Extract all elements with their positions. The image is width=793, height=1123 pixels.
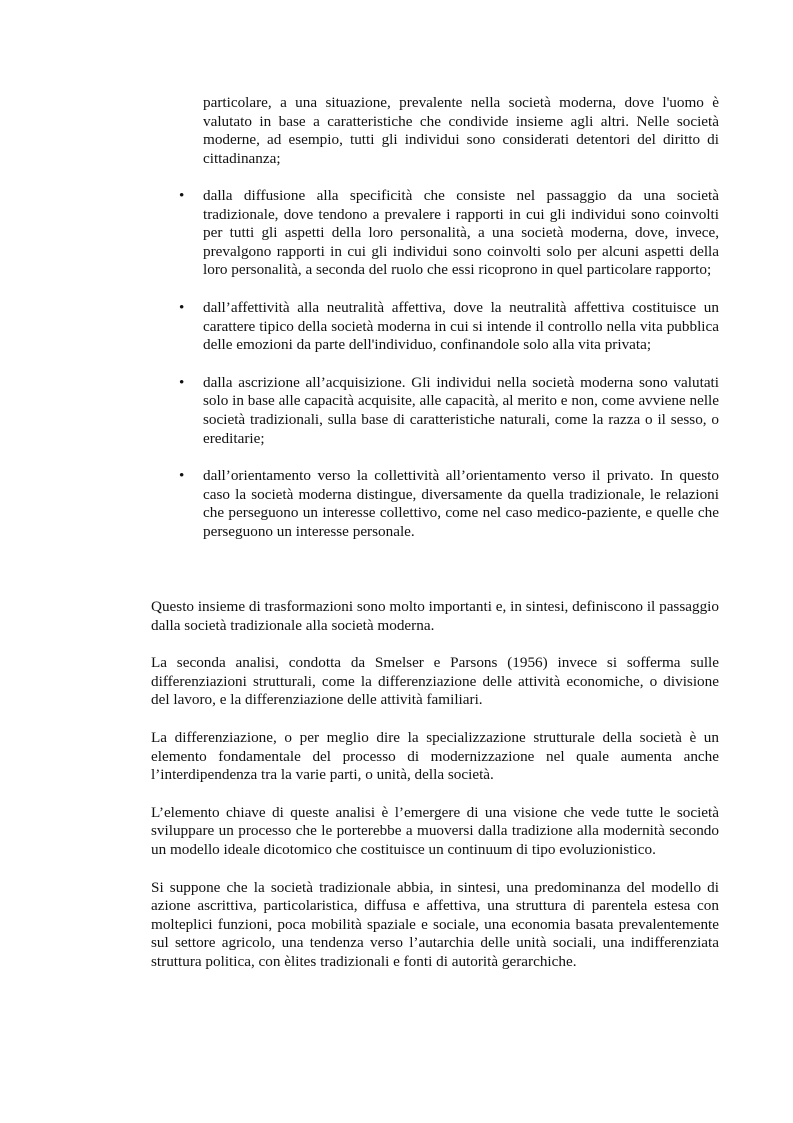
body-paragraphs — [151, 598, 719, 991]
list-item — [0, 299, 793, 355]
paragraph: L’elemento chiave di queste analisi è l’emergere di una visione che vede tutte le società sviluppare un processo che le porterebbe a muoversi dalla tradizione alla modernità secondo un modello ideale dicotomico che costituisce un continuum di tipo evoluzionistico. — [151, 803, 719, 858]
list-item-text: dalla diffusione alla specificità che consiste nel passaggio da una società tradizionale, dove tendono a prevalere i rapporti in cui gli individui sono coinvolti per tutti gli aspetti della loro personalità, a una società moderna, dove, invece, prevalgono rapporti in cui gli individui sono coinvolti solo per alcuni aspetti della loro personalità, a seconda del ruolo che essi ricoprono in quel particolare rapporto; — [203, 187, 719, 279]
continuation-paragraph: particolare, a una situazione, prevalente nella società moderna, dove l'uomo è valutato in base a caratteristiche che condivide insieme agli altri. Nelle società moderne, ad esempio, tutti gli individui sono considerati detentori del diritto di cittadinanza; — [203, 94, 719, 167]
paragraph: La differenziazione, o per meglio dire la specializzazione strutturale della società è un elemento fondamentale del processo di modernizzazione nel quale aumenta anche l’interdipendenza tra la varie parti, o unità, della società. — [151, 728, 719, 784]
paragraph: La seconda analisi, condotta da Smelser e Parsons (1956) invece si sofferma sulle differenziazioni strutturali, come la differenziazione delle attività economiche, o divisione del lavoro, e la differenziazione delle attività familiari. — [151, 654, 719, 709]
list-item-text: dall’orientamento verso la collettività all’orientamento verso il privato. In questo caso la società moderna distingue, diversamente da quella tradizionale, le relazioni che perseguono un interesse collettivo, come nel caso medico-paziente, e quelle che perseguono un interesse personale. — [203, 467, 719, 540]
bullet-list — [0, 187, 793, 561]
list-item — [0, 374, 793, 448]
paragraph: Questo insieme di trasformazioni sono molto importanti e, in sintesi, definiscono il passaggio dalla società tradizionale alla società moderna. — [151, 598, 719, 634]
bullet-icon: • — [179, 467, 185, 485]
list-item — [0, 467, 793, 541]
bullet-icon: • — [179, 187, 185, 204]
list-item-text: dalla ascrizione all’acquisizione. Gli individui nella società moderna sono valutati solo in base alle capacità acquisite, alle capacità, al merito e non, come avviene nelle società tradizionali, sulla base di caratteristiche naturali, come la razza o il sesso, o ereditarie; — [203, 373, 719, 447]
bullet-icon: • — [179, 298, 185, 316]
paragraph: Si suppone che la società tradizionale abbia, in sintesi, una predominanza del modello di azione ascrittiva, particolaristica, diffusa e affettiva, una struttura di parentela estesa con molteplici funzioni, poca mobilità spaziale e sociale, una economia basata prevalentemente sul settore agricolo, una tendenza verso l’autarchia delle unità sociali, una indifferenziata struttura politica, con èlites tradizionali e fonti di autorità gerarchiche. — [151, 878, 719, 970]
bullet-icon: • — [179, 373, 185, 391]
list-item-text: dall’affettività alla neutralità affettiva, dove la neutralità affettiva costituisce un carattere tipico della società moderna in cui si intende il controllo nella vita pubblica delle emozioni da parte dell'individuo, confinandole solo alla vita privata; — [203, 298, 719, 354]
list-item — [0, 187, 793, 280]
